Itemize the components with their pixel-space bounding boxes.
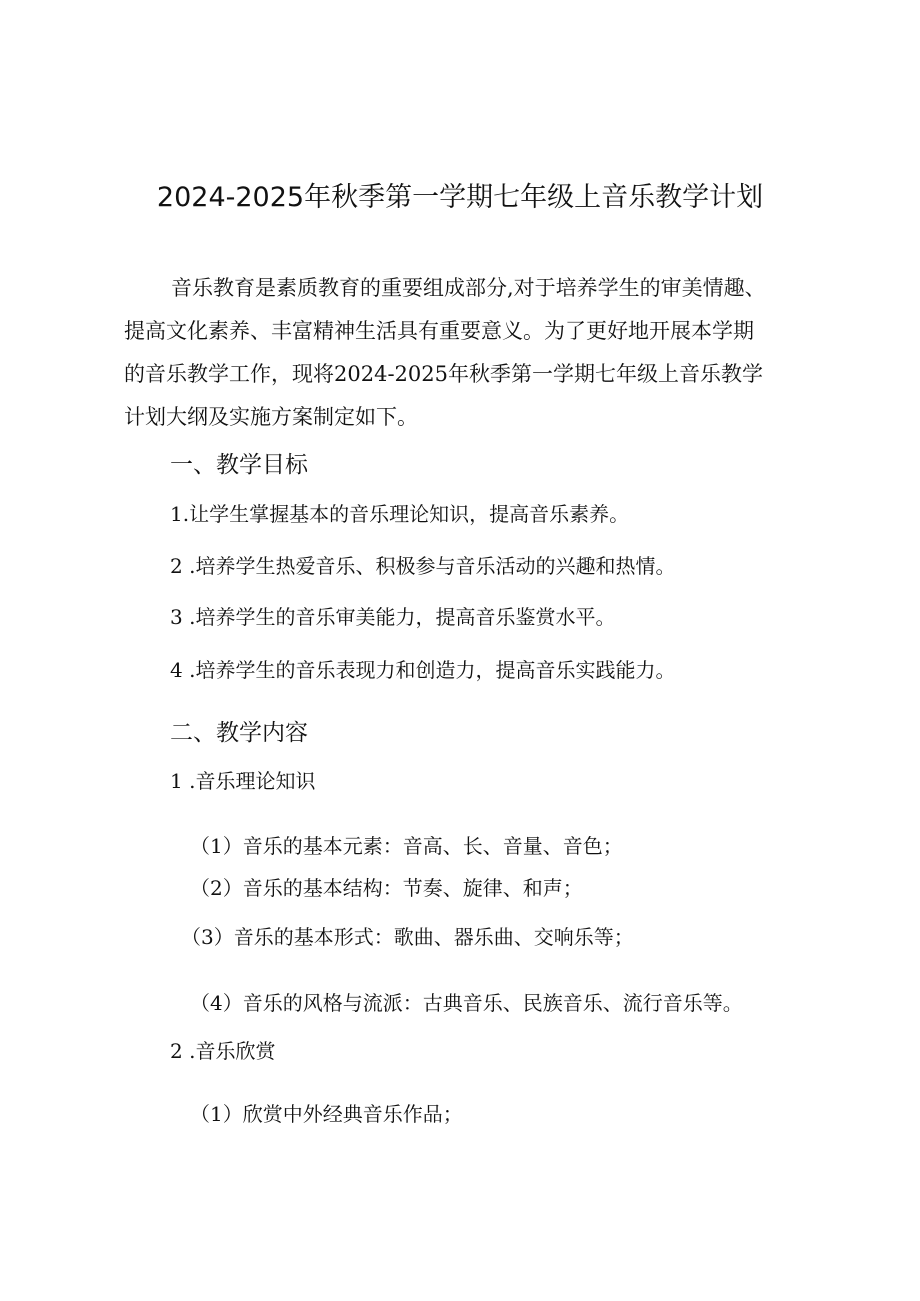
section-heading: 二、教学内容: [170, 720, 308, 746]
intro-line: 音乐教育是素质教育的重要组成部分,对于培养学生的审美情趣、: [171, 276, 766, 300]
subsection-label: 1 .音乐理论知识: [170, 769, 316, 793]
document-title: 2024-2025年秋季第一学期七年级上音乐教学计划: [156, 182, 764, 213]
intro-line: 提高文化素养、丰富精神生活具有重要意义。为了更好地开展本学期: [124, 319, 754, 343]
section-heading: 一、教学目标: [170, 452, 308, 478]
goal-item: 3 .培养学生的音乐审美能力，提高音乐鉴赏水平。: [170, 605, 616, 629]
content-item: （1）欣赏中外经典音乐作品；: [190, 1102, 463, 1126]
content-item: （2）音乐的基本结构：节奏、旋律、和声；: [190, 876, 583, 900]
goal-item: 4 .培养学生的音乐表现力和创造力，提高音乐实践能力。: [170, 658, 676, 682]
content-item: （3）音乐的基本形式：歌曲、器乐曲、交响乐等；: [181, 925, 634, 949]
content-item: （4）音乐的风格与流派：古典音乐、民族音乐、流行音乐等。: [190, 991, 743, 1015]
intro-line: 计划大纲及实施方案制定如下。: [124, 405, 418, 429]
goal-item: 2 .培养学生热爱音乐、积极参与音乐活动的兴趣和热情。: [170, 554, 676, 578]
intro-line: 的音乐教学工作，现将2024-2025年秋季第一学期七年级上音乐教学: [124, 362, 763, 386]
goal-item: 1.让学生掌握基本的音乐理论知识，提高音乐素养。: [170, 502, 630, 526]
subsection-label: 2 .音乐欣赏: [170, 1039, 276, 1063]
content-item: （1）音乐的基本元素：音高、长、音量、音色；: [190, 834, 623, 858]
